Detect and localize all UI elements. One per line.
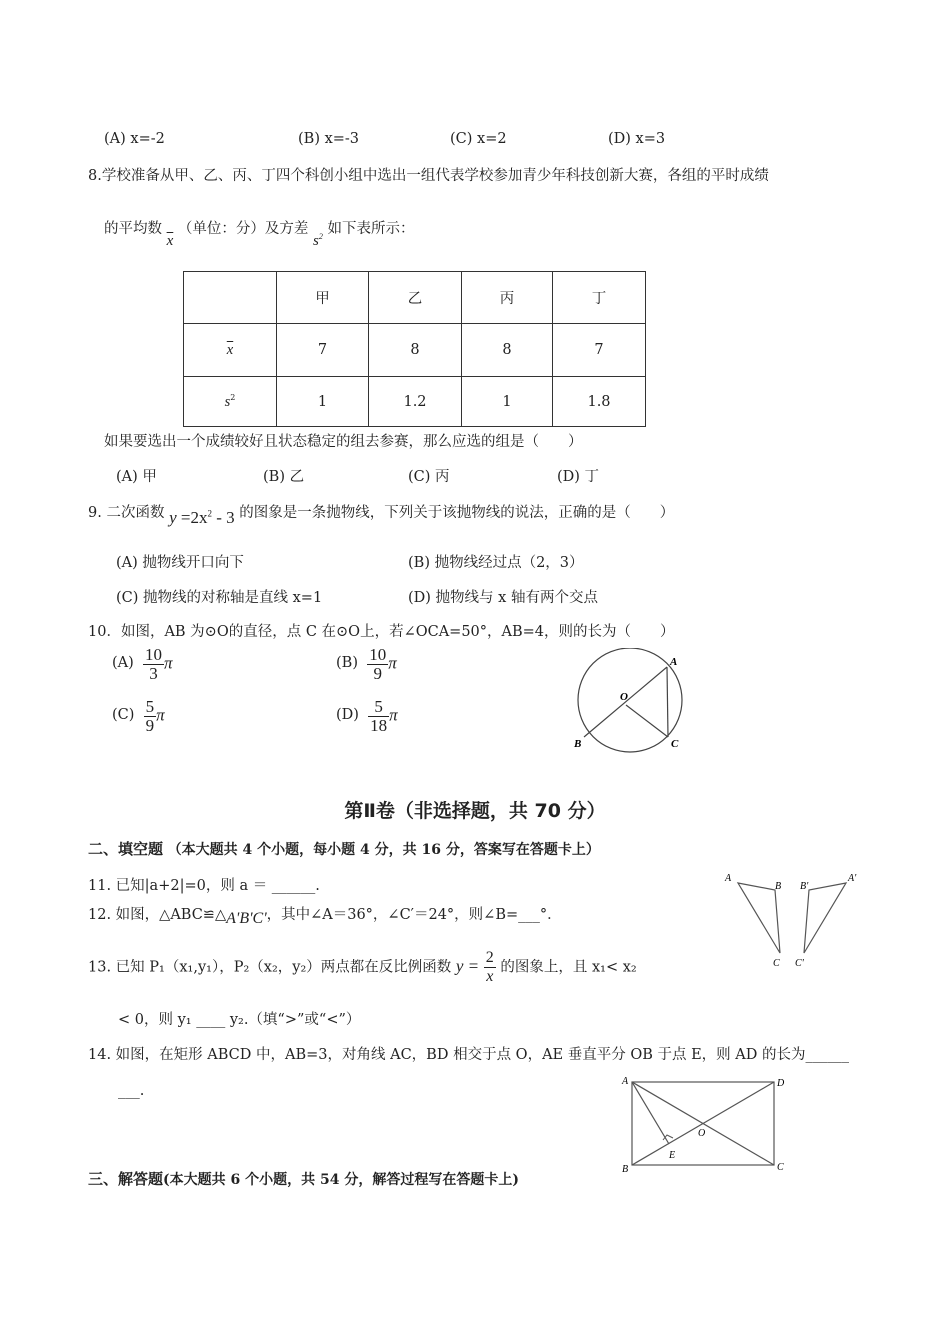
label-c: C (777, 1162, 784, 1173)
label-a-prime: A' (848, 873, 857, 884)
label-e: E (669, 1150, 676, 1161)
q8-question: 如果要选出一个成绩较好且状态稳定的组去参赛，那么应选的组是（ ） (104, 434, 583, 450)
q7-option-c: (C) x=2 (450, 131, 507, 147)
label-b-prime: B' (800, 881, 809, 892)
q9-stem: 9. 二次函数 $y =2x^2 - 3$ 的图象是一条抛物线，下列关于该抛物线的说法，正确的是（ ） (88, 505, 675, 527)
q12-stem: 12. 如图，△ABC≌△A'B'C'，其中∠A＝36°，∠C′＝24°，则∠B=___°． (88, 907, 562, 927)
label-b: B (574, 738, 582, 750)
q14-stem-line2: ___. (118, 1083, 145, 1099)
table-header-ding: 丁 (553, 272, 646, 324)
section3-heading: 三、解答题(本大题共 6 个小题，共 54 分，解答过程写在答题卡上) (88, 1170, 519, 1188)
q8-line2: 的平均数 $\overline{x}$ （单位：分）及方差 $s^2$ 如下表所示： (104, 221, 415, 249)
table-cell: 8 (369, 324, 462, 377)
q10-option-d: (D) $\frac{5}{18}$ π (336, 697, 398, 735)
label-a: A (670, 656, 678, 668)
q10-option-c: (C) $\frac{5}{9}$ π (112, 697, 165, 735)
label-b: B (622, 1164, 629, 1175)
label-a: A (622, 1076, 629, 1087)
q8-option-d: (D) 丁 (557, 469, 600, 485)
table-header-bing: 丙 (462, 272, 553, 324)
q7-option-b: (B) x=-3 (298, 131, 360, 147)
table-cell: 1 (277, 377, 369, 427)
q9-option-d: (D) 抛物线与 x 轴有两个交点 (408, 590, 598, 606)
q7-option-d: (D) x=3 (608, 131, 666, 147)
label-d: D (777, 1078, 785, 1089)
stats-table (183, 271, 646, 427)
q8-line1: 8.学校准备从甲、乙、丙、丁四个科创小组中选出一组代表学校参加青少年科技创新大赛，各组的平时成绩 (88, 168, 769, 184)
q8-option-b: (B) 乙 (263, 469, 305, 485)
q8-option-c: (C) 丙 (408, 469, 450, 485)
q13-stem-line2: < 0，则 y₁ ____ y₂.（填“>”或“<”） (118, 1012, 361, 1028)
q10-stem: 10．如图，AB 为⊙O的直径，点 C 在⊙O上，若∠OCA=50°，AB=4，则的长为（ ） (88, 624, 675, 640)
mean-symbol: $\overline{x}$ (166, 233, 174, 249)
label-b: B (775, 881, 782, 892)
q11-stem: 11. 已知|a+2|=0，则 a ＝ ______. (88, 878, 320, 894)
label-c-prime: C' (795, 958, 804, 968)
q13-stem-line1: 13. 已知 P₁（x₁,y₁），P₂（x₂，y₂）两点都在反比例函数 y = $\frac{2}{x}$ 的图象上，且 x₁< x₂ (88, 949, 637, 985)
part2-title: 第Ⅱ卷（非选择题，共 70 分） (344, 800, 606, 822)
table-corner-cell (184, 272, 277, 324)
variance-symbol: $s^2$ (313, 232, 323, 249)
label-o: O (698, 1128, 706, 1139)
q14-stem-line1: 14. 如图，在矩形 ABCD 中，AB=3，对角线 AC，BD 相交于点 O，AE 垂直平分 OB 于点 E，则 AD 的长为______ (88, 1047, 849, 1063)
table-cell: 7 (553, 324, 646, 377)
table-header-jia: 甲 (277, 272, 369, 324)
table-row-mean-label: $\overline{x}$ (184, 324, 277, 377)
label-c: C (671, 738, 679, 750)
section2-heading: 二、填空题 （本大题共 4 个小题，每小题 4 分，共 16 分，答案写在答题卡上） (88, 840, 600, 858)
q10-circle-figure (570, 648, 690, 758)
q9-option-c: (C) 抛物线的对称轴是直线 x=1 (116, 590, 323, 606)
q9-option-a: (A) 抛物线开口向下 (116, 555, 244, 571)
q7-option-a: (A) x=-2 (104, 131, 165, 147)
table-cell: 1.8 (553, 377, 646, 427)
q9-option-b: (B) 抛物线经过点（2，3） (408, 555, 584, 571)
q12-triangles-figure (718, 868, 868, 968)
table-cell: 7 (277, 324, 369, 377)
table-cell: 1 (462, 377, 553, 427)
label-c: C (773, 958, 780, 968)
q10-option-b: (B) $\frac{10}{9}$ π (336, 645, 397, 683)
table-cell: 1.2 (369, 377, 462, 427)
q10-option-a: (A) $\frac{10}{3}$ π (112, 645, 173, 683)
table-cell: 8 (462, 324, 553, 377)
q9-formula: $y =2x^2 - 3$ (169, 508, 235, 527)
q14-rectangle-figure (616, 1072, 796, 1176)
table-row-var-label: $s^2$ (184, 377, 277, 427)
q8-option-a: (A) 甲 (116, 469, 157, 485)
label-a: A (725, 873, 732, 884)
table-header-yi: 乙 (369, 272, 462, 324)
label-o: O (620, 691, 628, 703)
